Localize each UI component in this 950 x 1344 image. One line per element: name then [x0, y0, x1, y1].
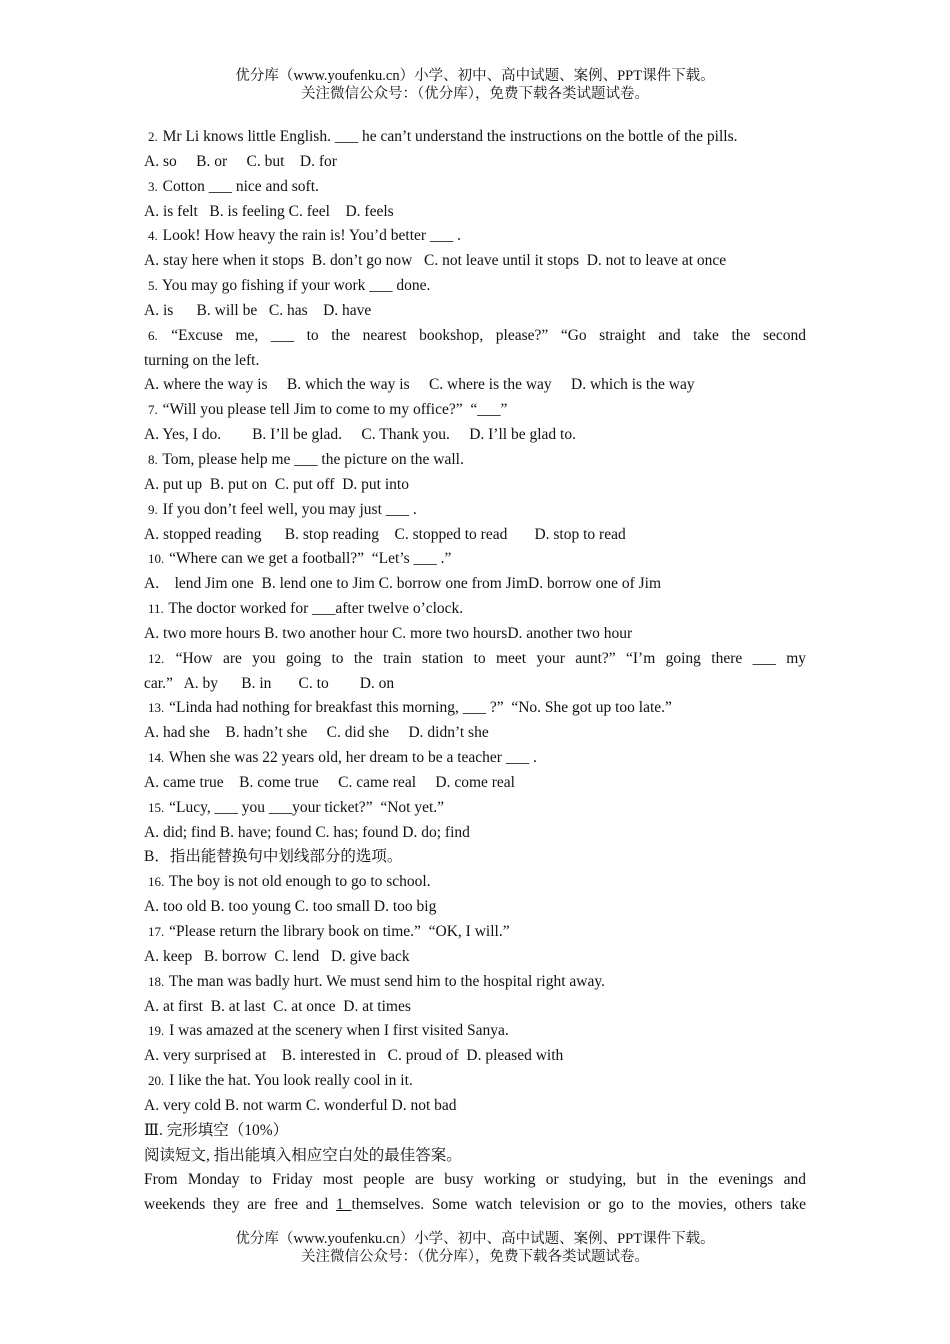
- footer-line-2: 关注微信公众号：（优分库），免费下载各类试题试卷。: [301, 1249, 649, 1265]
- question-text: The doctor worked for ___after twelve o’clock.: [164, 600, 464, 618]
- question-text: Look! How heavy the rain is! You’d better ___ .: [158, 227, 461, 245]
- exam-content: [144, 125, 806, 1218]
- question-6-continued: turning on the left.: [144, 351, 260, 369]
- question-8: [144, 448, 806, 473]
- passage-line-1: From Monday to Friday most people are busy working or studying, but in the evenings and: [144, 1171, 806, 1189]
- question-text: The man was badly hurt. We must send him to the hospital right away.: [165, 972, 605, 990]
- question-text: “Please return the library book on time.” “OK, I will.”: [165, 923, 510, 940]
- question-text: Cotton ___ nice and soft.: [158, 177, 319, 195]
- question-7: [144, 398, 806, 423]
- question-number: 11.: [148, 601, 164, 617]
- question-6: [144, 324, 806, 349]
- question-number: 13.: [148, 700, 165, 716]
- question-9-options: A. stopped reading B. stop reading C. stopped to read D. stop to read: [144, 525, 626, 543]
- question-number: 17.: [148, 924, 165, 939]
- question-3: [144, 175, 806, 200]
- header-line-2: 关注微信公众号：（优分库），免费下载各类试题试卷。: [301, 86, 649, 102]
- question-13-options: A. had she B. hadn’t she C. did she D. didn’t she: [144, 724, 489, 742]
- footer-line-1: 优分库（www.youfenku.cn）小学、初中、高中试题、案例、PPT课件下载。: [235, 1231, 715, 1247]
- header-line-1: 优分库（www.youfenku.cn）小学、初中、高中试题、案例、PPT课件下载。: [235, 68, 715, 84]
- question-text: You may go fishing if your work ___ done.: [158, 277, 431, 295]
- question-number: 10.: [148, 551, 165, 567]
- question-number: 20.: [148, 1073, 165, 1089]
- question-4-options: A. stay here when it stops B. don’t go now C. not leave until it stops D. not to leave at once: [144, 252, 727, 270]
- question-text: When she was 22 years old, her dream to be a teacher ___ .: [165, 749, 537, 767]
- question-text: The boy is not old enough to go to school.: [165, 873, 431, 891]
- passage-text: themselves. Some watch television or go to the movies, others take: [351, 1196, 806, 1214]
- question-4: [144, 224, 806, 249]
- question-number: 7.: [148, 402, 158, 418]
- question-text: “Lucy, ___ you ___your ticket?” “Not yet.”: [165, 798, 445, 816]
- question-12: [144, 647, 806, 672]
- question-number: 19.: [148, 1023, 165, 1039]
- passage-line-2: [144, 1193, 806, 1218]
- question-5-options: A. is B. will be C. has D. have: [144, 301, 372, 319]
- question-number: 4.: [148, 228, 158, 244]
- question-9: [144, 498, 806, 523]
- question-17: [144, 920, 806, 945]
- question-13: [144, 696, 806, 721]
- question-20: [144, 1069, 806, 1094]
- question-number: 3.: [148, 178, 158, 194]
- question-15: [144, 796, 806, 821]
- question-11: [144, 597, 806, 622]
- question-20-options: A. very cold B. not warm C. wonderful D. not bad: [144, 1096, 457, 1114]
- question-14: [144, 746, 806, 771]
- question-12-options: car.” A. by B. in C. to D. on: [144, 674, 395, 692]
- question-number: 9.: [148, 501, 158, 517]
- passage-text: weekends they are free and: [144, 1196, 336, 1214]
- question-2: [144, 125, 806, 150]
- question-6-options: A. where the way is B. which the way is C. where is the way D. which is the way: [144, 376, 695, 394]
- section-b-heading: B．指出能替换句中划线部分的选项。: [144, 848, 403, 866]
- question-16-options: A. too old B. too young C. too small D. too big: [144, 898, 437, 916]
- blank-1: 1: [335, 1196, 352, 1214]
- question-number: 6.: [148, 327, 158, 343]
- question-number: 15.: [148, 799, 165, 815]
- question-number: 5.: [148, 278, 158, 294]
- question-text: “How are you going to the train station to meet your aunt?” “I’m going there ___ my: [165, 649, 806, 667]
- question-number: 2.: [148, 129, 158, 144]
- question-19: [144, 1019, 806, 1044]
- question-text: I was amazed at the scenery when I first visited Sanya.: [165, 1022, 509, 1040]
- question-18: [144, 970, 806, 995]
- question-text: “Linda had nothing for breakfast this morning, ___ ?” “No. She got up too late.”: [165, 699, 672, 717]
- question-text: I like the hat. You look really cool in it.: [165, 1072, 413, 1090]
- question-10-options: A. lend Jim one B. lend one to Jim C. borrow one from JimD. borrow one of Jim: [144, 575, 662, 593]
- question-18-options: A. at first B. at last C. at once D. at times: [144, 997, 411, 1015]
- question-19-options: A. very surprised at B. interested in C. proud of D. pleased with: [144, 1047, 564, 1065]
- question-number: 16.: [148, 874, 165, 890]
- question-text: If you don’t feel well, you may just ___ .: [158, 500, 417, 518]
- question-3-options: A. is felt B. is feeling C. feel D. feels: [144, 202, 394, 220]
- question-text: “Excuse me, ___ to the nearest bookshop, please?” “Go straight and take the second: [158, 326, 806, 344]
- question-14-options: A. came true B. come true C. came real D. come real: [144, 773, 515, 791]
- question-text: Mr Li knows little English. ___ he can’t understand the instructions on the bottle of the pills.: [158, 128, 738, 145]
- question-number: 8.: [148, 451, 158, 467]
- question-8-options: A. put up B. put on C. put off D. put into: [144, 475, 409, 493]
- question-number: 14.: [148, 750, 165, 766]
- question-16: [144, 870, 806, 895]
- question-text: “Where can we get a football?” “Let’s ___ .”: [165, 550, 452, 568]
- question-text: “Will you please tell Jim to come to my office?” “___”: [158, 401, 508, 419]
- question-text: Tom, please help me ___ the picture on the wall.: [158, 450, 464, 468]
- question-11-options: A. two more hours B. two another hour C. more two hoursD. another two hour: [144, 624, 633, 642]
- question-15-options: A. did; find B. have; found C. has; found D. do; find: [144, 823, 470, 841]
- section-3-instructions: 阅读短文, 指出能填入相应空白处的最佳答案。: [144, 1146, 462, 1164]
- question-7-options: A. Yes, I do. B. I’ll be glad. C. Thank you. D. I’ll be glad to.: [144, 426, 576, 444]
- question-number: 12.: [148, 650, 165, 666]
- question-17-options: A. keep B. borrow C. lend D. give back: [144, 947, 410, 965]
- question-5: [144, 274, 806, 299]
- question-number: 18.: [148, 973, 165, 989]
- page-header: [0, 67, 950, 103]
- section-3-heading: Ⅲ. 完形填空（10%）: [144, 1121, 289, 1139]
- page-footer: [0, 1230, 950, 1266]
- question-10: [144, 547, 806, 572]
- question-2-options: A. so B. or C. but D. for: [144, 152, 337, 170]
